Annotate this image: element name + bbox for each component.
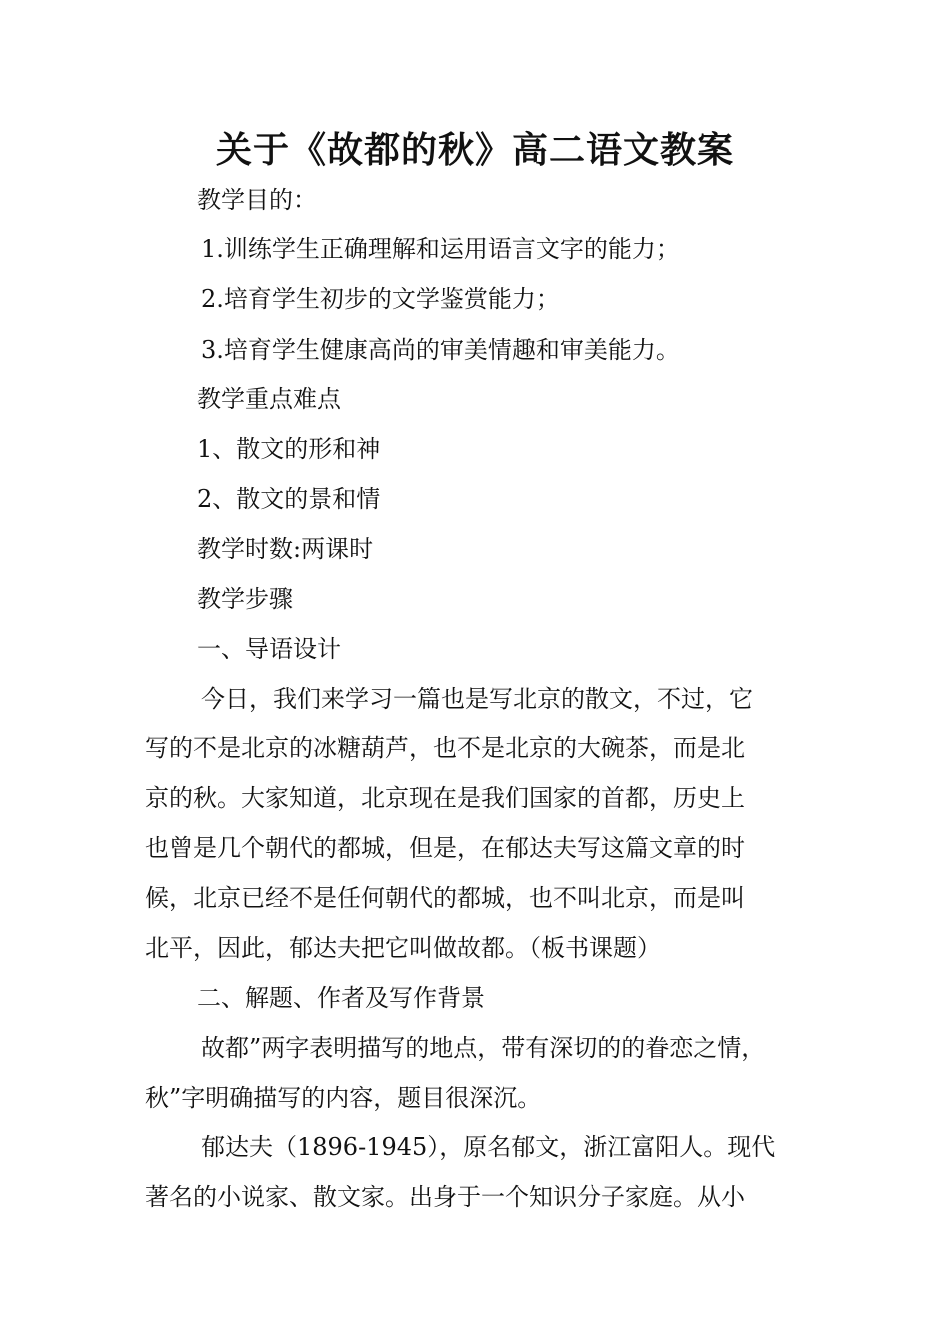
- text-line: 教学步骤: [197, 585, 293, 613]
- text-line: 京的秋。大家知道，北京现在是我们国家的首都，历史上: [145, 784, 745, 812]
- text-line: 候，北京已经不是任何朝代的都城，也不叫北京，而是叫: [145, 884, 745, 912]
- text-line: 2、散文的景和情: [197, 485, 381, 513]
- text-line: 教学目的：: [197, 186, 317, 214]
- text-line: 今日，我们来学习一篇也是写北京的散文，不过，它: [201, 685, 753, 713]
- text-line: 著名的小说家、散文家。出身于一个知识分子家庭。从小: [145, 1183, 745, 1211]
- text-line: 写的不是北京的冰糖葫芦，也不是北京的大碗茶，而是北: [145, 734, 745, 762]
- text-line: 1.训练学生正确理解和运用语言文字的能力；: [201, 235, 680, 263]
- text-line: 教学时数:两课时: [197, 535, 374, 563]
- text-line: 故都”两字表明描写的地点，带有深切的的眷恋之情，: [201, 1034, 766, 1062]
- text-line: 3.培育学生健康高尚的审美情趣和审美能力。: [201, 336, 680, 364]
- text-line: 1、散文的形和神: [197, 435, 381, 463]
- text-line: 也曾是几个朝代的都城，但是，在郁达夫写这篇文章的时: [145, 834, 745, 862]
- document-title: 关于《故都的秋》高二语文教案: [215, 130, 734, 171]
- text-line: 北平，因此，郁达夫把它叫做故都。（板书课题）: [145, 934, 661, 962]
- text-line: 秋”字明确描写的内容，题目很深沉。: [145, 1084, 542, 1112]
- text-line: 2.培育学生初步的文学鉴赏能力；: [201, 285, 560, 313]
- text-line: 郁达夫（1896-1945），原名郁文，浙江富阳人。现代: [201, 1133, 776, 1161]
- text-line: 二、解题、作者及写作背景: [197, 984, 485, 1012]
- text-line: 一、导语设计: [197, 635, 341, 663]
- text-line: 教学重点难点: [197, 385, 341, 413]
